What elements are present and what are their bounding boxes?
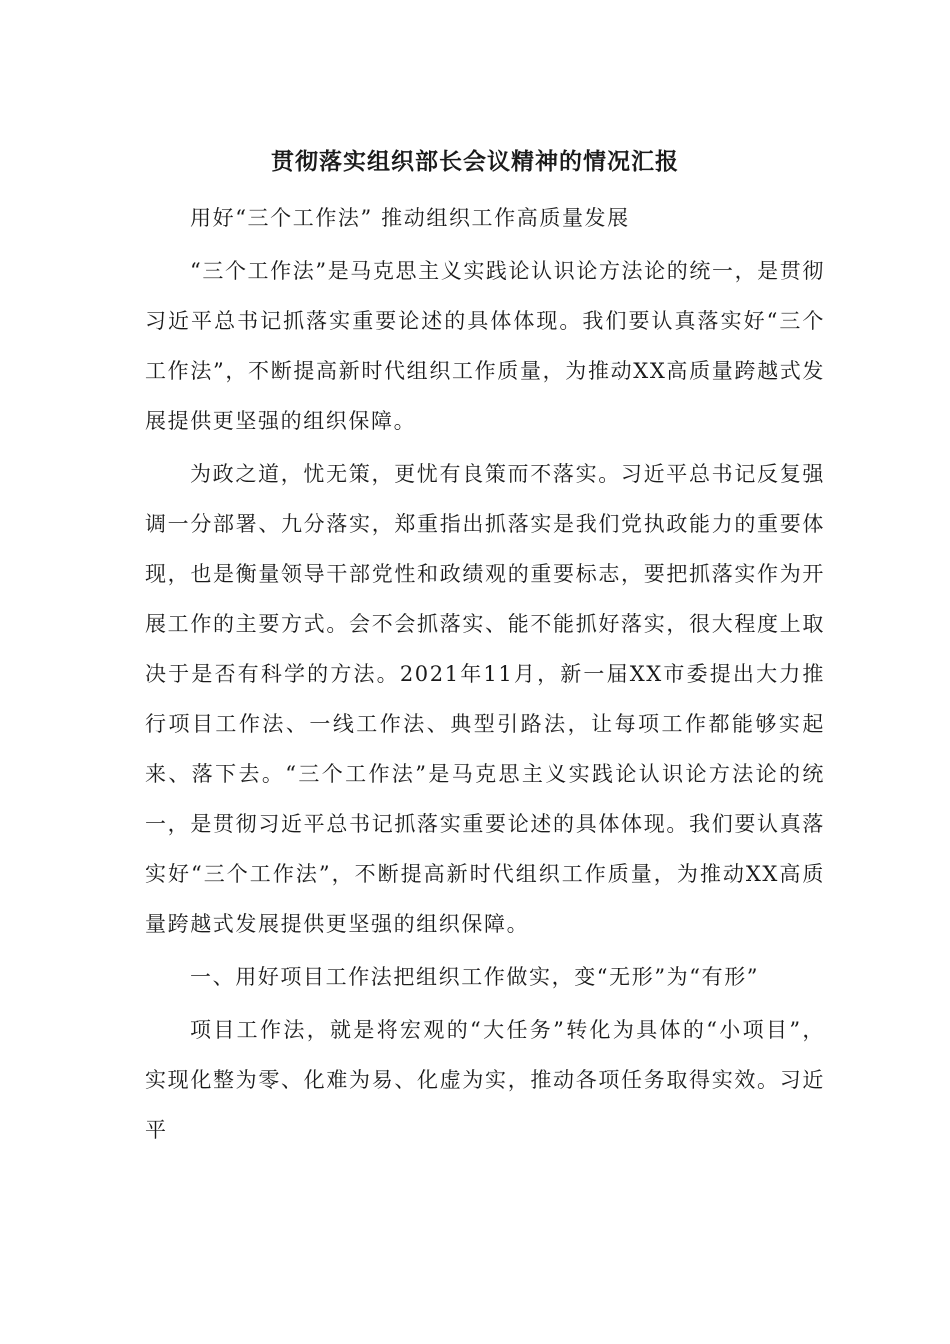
section-heading: 一、用好项目工作法把组织工作做实，变“无形”为“有形” bbox=[190, 965, 760, 989]
document-title: 贯彻落实组织部长会议精神的情况汇报 bbox=[271, 149, 679, 175]
intro-paragraph: “三个工作法”是马克思主义实践论认识论方法论的统一，是贯彻习近平总书记抓落实重要论述的具体体现。我们要认真落实好“三个工作法”，不断提高新时代组织工作质量，为推动XX高质量跨越式发展提供更坚强的组织保障。 bbox=[145, 259, 825, 433]
section-paragraph: 项目工作法，就是将宏观的“大任务”转化为具体的“小项目”，实现化整为零、化难为易、化虚为实，推动各项任务取得实效。习近平 bbox=[145, 1018, 825, 1142]
subtitle-paragraph: 用好“三个工作法” 推动组织工作高质量发展 bbox=[190, 206, 630, 230]
body-paragraph: 为政之道，忧无策，更忧有良策而不落实。习近平总书记反复强调一分部署、九分落实，郑重指出抓落实是我们党执政能力的重要体现，也是衡量领导干部党性和政绩观的重要标志，要把抓落实作为开展工作的主要方式。会不会抓落实、能不能抓好落实，很大程度上取决于是否有科学的方法。2021年11月，新一届XX市委提出大力推行项目工作法、一线工作法、典型引路法，让每项工作都能够实起来、落下去。“三个工作法”是马克思主义实践论认识论方法论的统一，是贯彻习近平总书记抓落实重要论述的具体体现。我们要认真落实好“三个工作法”，不断提高新时代组织工作质量，为推动XX高质量跨越式发展提供更坚强的组织保障。 bbox=[145, 462, 825, 936]
document-body bbox=[145, 193, 825, 1155]
